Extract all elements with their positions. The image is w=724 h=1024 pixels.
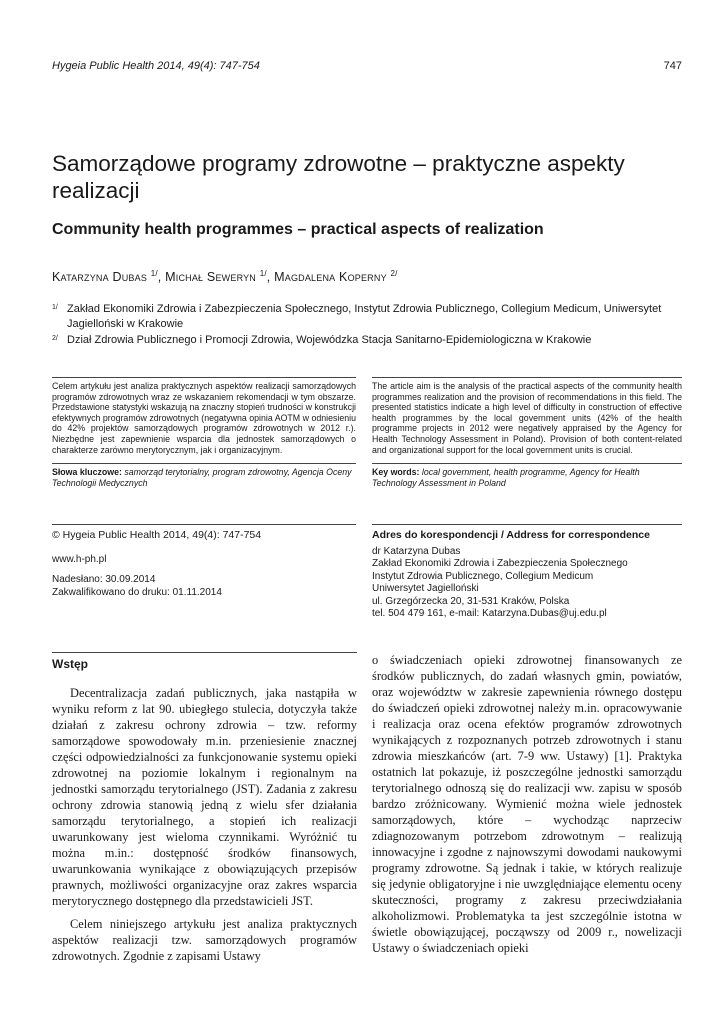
article-info-section bbox=[52, 524, 682, 632]
author-name: Magdalena Koperny bbox=[274, 270, 387, 285]
copyright-line: © Hygeia Public Health 2014, 49(4): 747-754 bbox=[52, 529, 262, 541]
keywords-english bbox=[372, 463, 682, 488]
body-column-right bbox=[372, 652, 682, 956]
author-affiliation-mark: 1/ bbox=[259, 269, 267, 278]
body-paragraph: Decentralizacja zadań publicznych, jaka nastąpiła w wyniku reform z lat 90. ubiegłego stulecia, dotyczyła także działań z zakresu ochrony zdrowia – tzw. reformy samorządowe spowodowały m.in. przeniesienie znacznej części odpowiedzialności za funkcjonowanie systemu opieki zdrowotnej na poziomie lokalnym i regionalnym na jednostki samorządu terytorialnego (JST). Zadania z zakresu ochrony zdrowia stanowią jedną z wielu sfer działania samorządu terytorialnego, a stopień ich realizacji uwarunkowany jest wieloma czynnikami. Wyróżnić tu można m.in.: dostępność środków finansowych, uwarunkowania wynikające z obowiązujących przepisów prawnych, możliwości organizacyjne oraz zakres wsparcia merytorycznego dostępnego dla przedstawicieli JST. bbox=[52, 686, 357, 908]
title-english: Community health programmes – practical aspects of realization bbox=[52, 221, 544, 238]
article-body bbox=[52, 652, 682, 1004]
website-link[interactable]: www.h-ph.pl bbox=[52, 553, 107, 565]
accepted-date: Zakwalifikowano do druku: 01.11.2014 bbox=[52, 586, 222, 598]
abstract-english-text: The article aim is the analysis of the practical aspects of the community health programmes realization and the provision of recommendations in this field. The presented statistics indicate a high level of difficulty in construction of effective health programmes by the local government units (42% of the health programme projects in 2012 were negatively appraised by the Agency for Health Technology Assessment in Poland). Provision of both content-related and organizational support for the local government units is crucial. bbox=[372, 381, 682, 455]
abstract-polish-text: Celem artykułu jest analiza praktycznych aspektów realizacji samorządowych programów zdrowotnych wraz ze wskazaniem rekomendacji w tym obszarze. Przedstawione statystyki wskazują na znaczny stopień trudności w konstrukcji efektywnych programów zdrowotnych (negatywna opinia AOTM w odniesieniu do 42% projektów samorządowych programów zdrowotnych w 2012 r.). Niezbędne jest zapewnienie wsparcia dla jednostek samorządowych o charakterze zarówno merytorycznym, jak i organizacyjnym. bbox=[52, 381, 356, 455]
author-name: Michał Seweryn bbox=[165, 270, 257, 285]
keywords-label: Key words: bbox=[372, 467, 420, 478]
correspondence-heading: Adres do korespondencji / Address for correspondence bbox=[372, 529, 650, 541]
journal-citation: Hygeia Public Health 2014, 49(4): 747-754 bbox=[52, 60, 260, 72]
publication-info bbox=[52, 524, 356, 599]
keywords-text: local government, health programme, Agency for Health Technology Assessment in Poland bbox=[372, 467, 640, 488]
correspondence-contact: tel. 504 479 161, e-mail: Katarzyna.Dubas@uj.edu.pl bbox=[372, 608, 607, 619]
affiliation-list bbox=[52, 302, 682, 349]
running-header bbox=[52, 60, 682, 72]
keywords-label: Słowa kluczowe: bbox=[52, 467, 122, 478]
author-affiliation-mark: 2/ bbox=[390, 269, 398, 278]
body-paragraph: o świadczeniach opieki zdrowotnej finansowanych ze środków publicznych, do zadań własnych gmin, powiatów, oraz województw w zakresie zapewnienia równego dostępu do świadczeń opieki zdrowotnej należy m.in. opracowywanie i realizacja oraz ocena efektów programów zdrowotnych wynikających z rozpoznanych potrzeb zdrowotnych i stanu zdrowia mieszkańców (art. 7-9 ww. Ustawy) [1]. Praktyka ostatnich lat pokazuje, iż poszczególne jednostki samorządu terytorialnego odnoszą się do realizacji ww. zapisu w sposób bardzo zróżnicowany. Wymienić można wiele jednostek samorządowych, które – wychodząc naprzeciw zdiagnozowanym potrzebom zdrowotnym – realizują innowacyjne i zgodne z najnowszymi dowodami naukowymi programy zdrowotne. Są jednak i takie, w których realizuje się jedynie obligatoryjne i nie uwzględniające elementu oceny skuteczności, programy z zakresu przeciwdziałania alkoholizmowi. Problematyka ta jest szczególnie istotna w świetle obowiązującej, począwszy od 2009 r., nowelizacji Ustawy o świadczeniach opieki bbox=[372, 653, 682, 955]
keywords-polish bbox=[52, 463, 356, 488]
correspondence-line: Zakład Ekonomiki Zdrowia i Zabezpieczenia Społecznego bbox=[372, 558, 628, 569]
submitted-date: Nadesłano: 30.09.2014 bbox=[52, 574, 156, 585]
abstract-english bbox=[372, 377, 682, 488]
body-column-left bbox=[52, 652, 357, 964]
page-number: 747 bbox=[663, 60, 682, 72]
correspondence-line: Uniwersytet Jagielloński bbox=[372, 583, 479, 594]
correspondence-line: ul. Grzegórzecka 20, 31-531 Kraków, Polska bbox=[372, 595, 570, 607]
abstract-section bbox=[52, 377, 682, 512]
correspondence-block bbox=[372, 524, 682, 621]
correspondence-line: Instytut Zdrowia Publicznego, Collegium Medicum bbox=[372, 570, 594, 582]
affiliation-text: Dział Zdrowia Publicznego i Promocji Zdrowia, Wojewódzka Stacja Sanitarno-Epidemiologiczna w Krakowie bbox=[67, 334, 592, 346]
keywords-text: samorząd terytorialny, program zdrowotny, Agencja Oceny Technologii Medycznych bbox=[52, 467, 352, 488]
affiliation-mark: 1/ bbox=[52, 304, 58, 311]
author-affiliation-mark: 1/ bbox=[150, 269, 158, 278]
body-paragraph: Celem niniejszego artykułu jest analiza praktycznych aspektów realizacji tzw. samorządowych programów zdrowotnych. Zgodnie z zapisami Ustawy bbox=[52, 917, 357, 963]
title-polish: Samorządowe programy zdrowotne – praktyczne aspekty realizacji bbox=[52, 151, 625, 203]
author-name: Katarzyna Dubas bbox=[52, 270, 148, 285]
affiliation-item bbox=[52, 333, 682, 348]
affiliation-text: Zakład Ekonomiki Zdrowia i Zabezpieczenia Społecznego, Instytut Zdrowia Publicznego, Collegium Medicum, Uniwersytet Jagielloński w Krakowie bbox=[67, 303, 662, 330]
author-list: Katarzyna Dubas $^{1/}$, Michał Seweryn $^{1/}$, Magdalena Koperny $^{2/}$ bbox=[52, 269, 398, 285]
affiliation-item bbox=[52, 302, 682, 332]
section-heading: Wstęp bbox=[52, 657, 88, 671]
correspondence-line: dr Katarzyna Dubas bbox=[372, 545, 461, 557]
abstract-polish bbox=[52, 377, 356, 488]
affiliation-mark: 2/ bbox=[52, 335, 58, 342]
